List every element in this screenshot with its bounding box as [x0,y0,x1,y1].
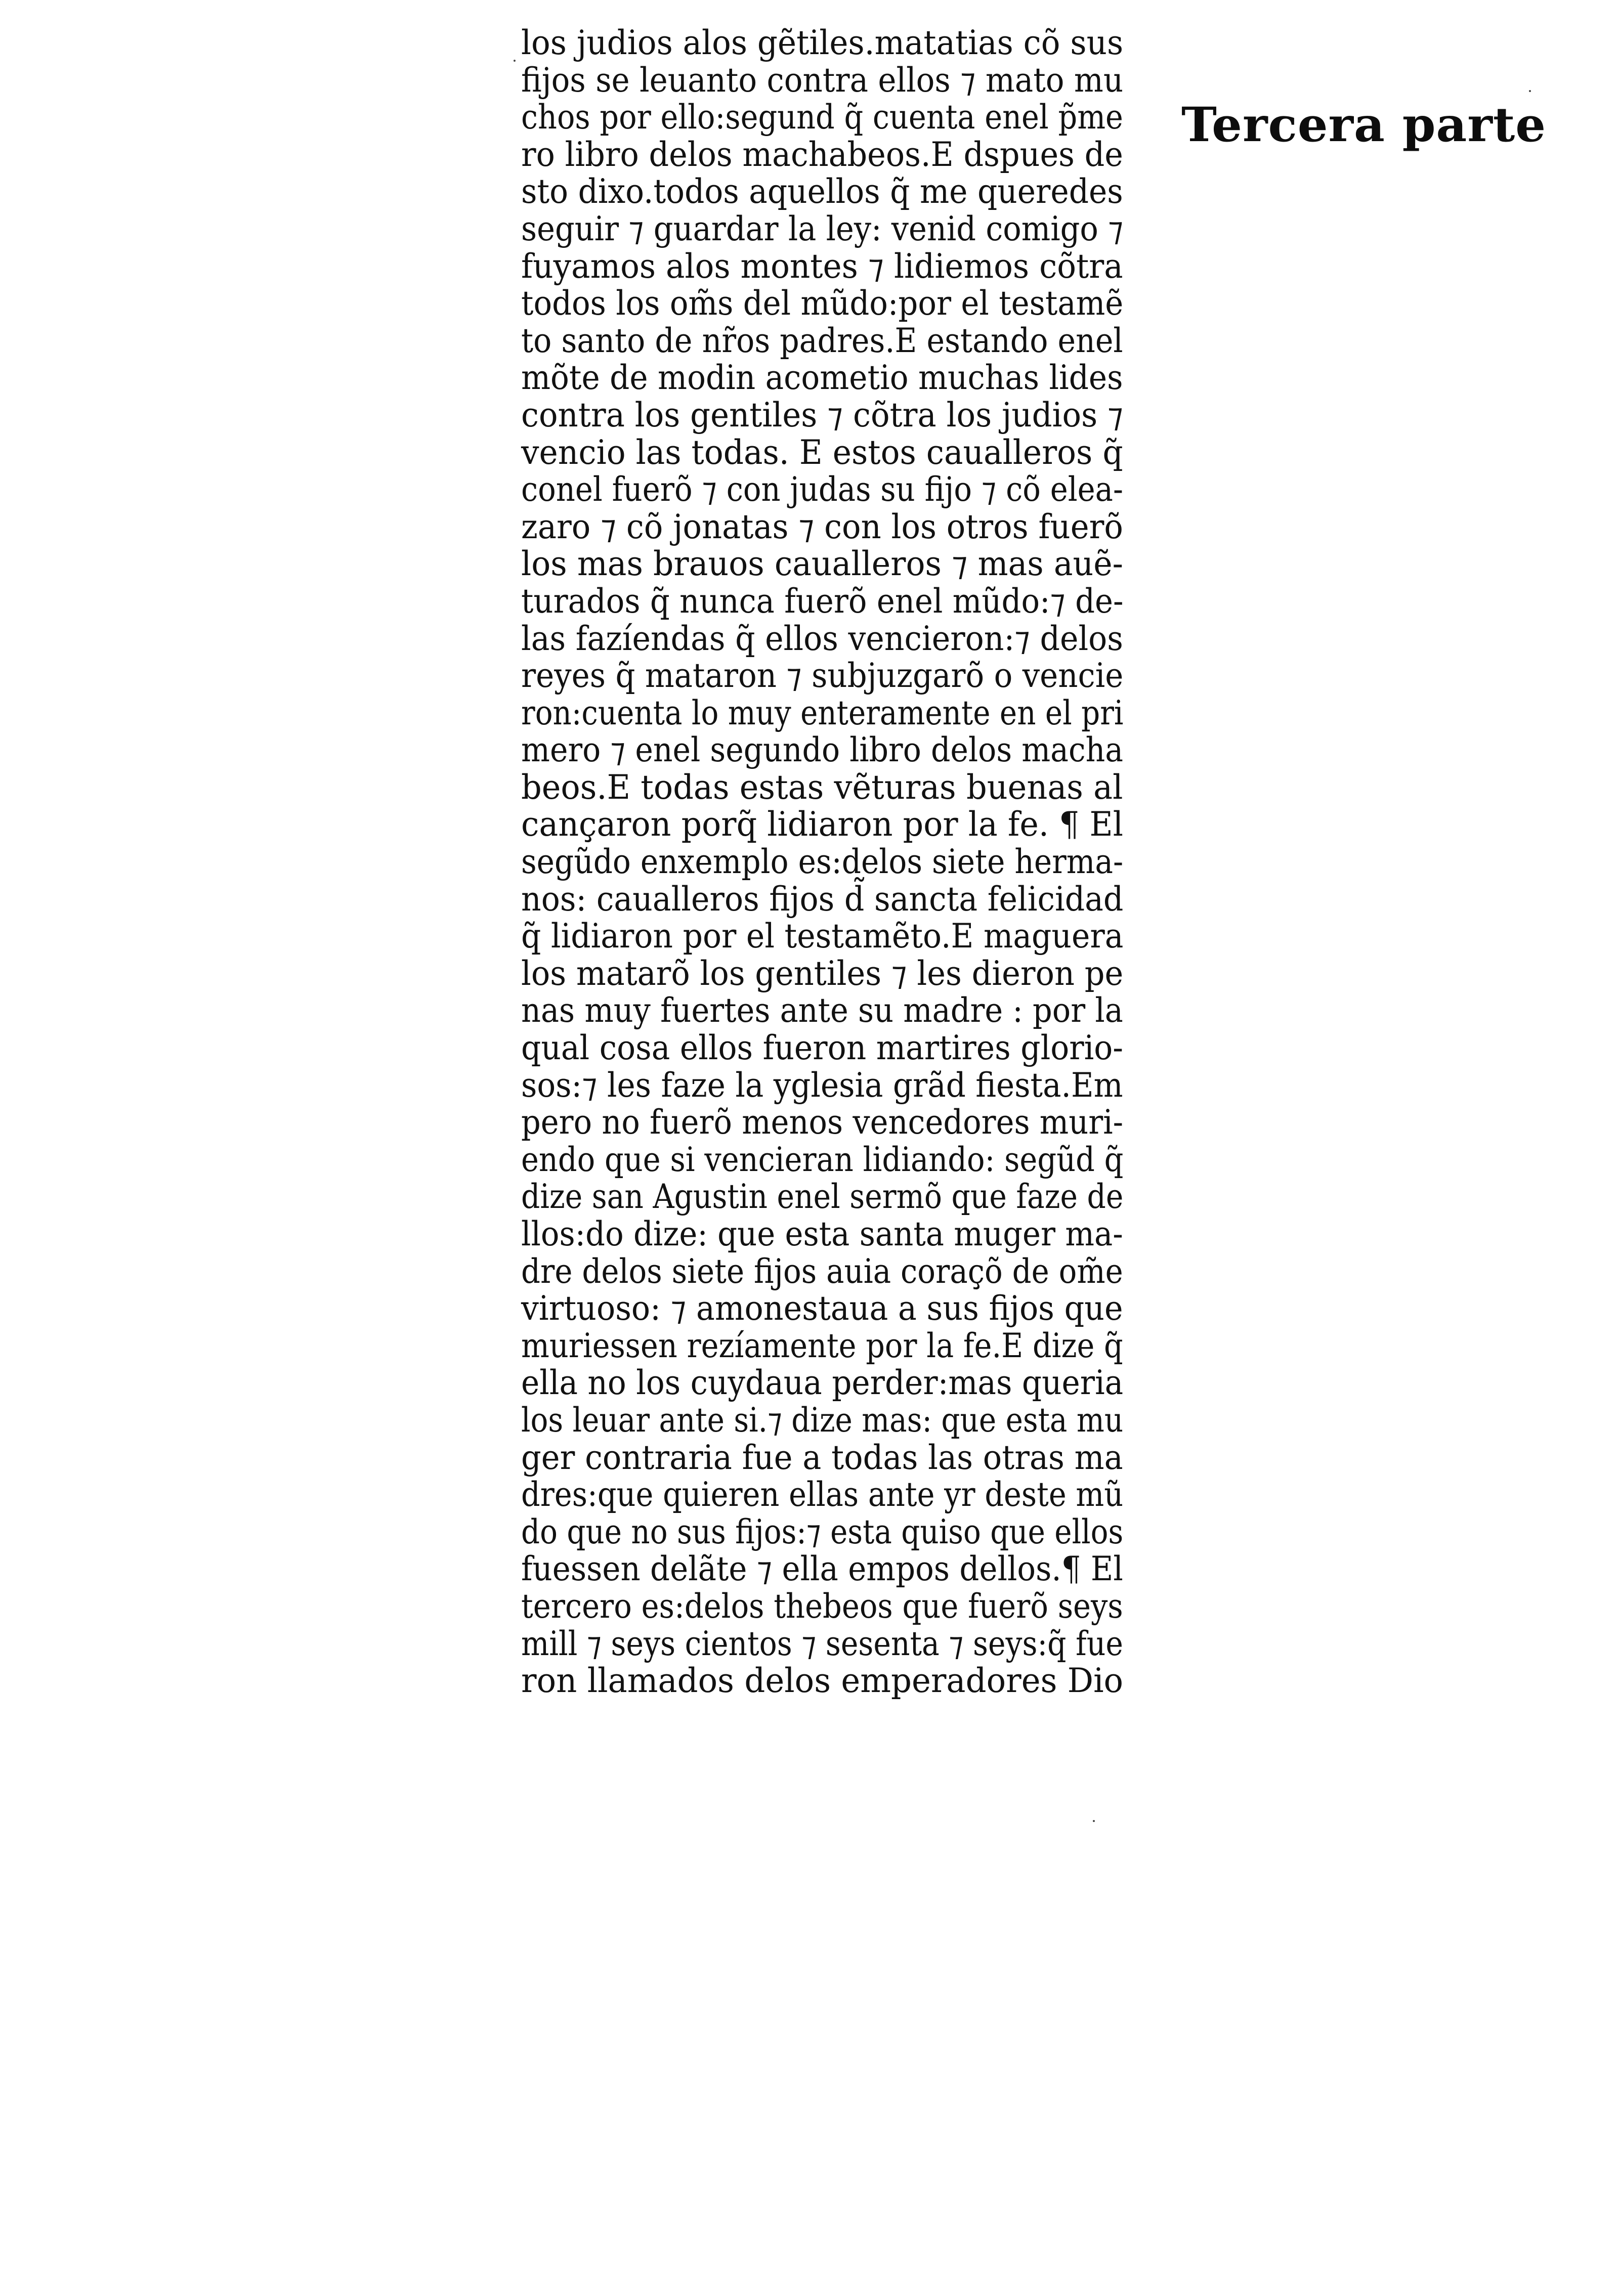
text-column [521,24,1123,1700]
text-line: virtuoso: ⁊ amonestaua a sus fijos que [521,1289,1123,1328]
text-line: sto dixo.todos aquellos q̃ me queredes [521,172,1123,211]
text-line: segũdo enxemplo es:delos siete herma- [521,842,1124,882]
text-line: mill ⁊ seys cientos ⁊ sesenta ⁊ seys:q̃ fue [521,1624,1123,1663]
text-line: sos:⁊ les faze la yglesia grãd fiesta.Em [521,1065,1123,1105]
text-line: reyes q̃ mataron ⁊ subjuzgarõ o vencie [521,656,1124,696]
text-line: fijos se leuanto contra ellos ⁊ mato mu [521,60,1124,100]
ink-speck [514,60,516,62]
text-line: mõte de modin acometio muchas lides [521,358,1123,398]
running-head: Tercera parte [1181,97,1547,153]
text-line: las fazíendas q̃ ellos vencieron:⁊ delos [521,619,1123,658]
text-line: los judios alos gẽtiles.matatias cõ sus [521,23,1124,62]
text-line: seguir ⁊ guardar la ley: venid comigo ⁊ [521,209,1124,248]
text-line: ella no los cuydaua perder:mas queria [521,1363,1124,1403]
text-line: contra los gentiles ⁊ cõtra los judios ⁊ [521,395,1124,435]
text-line: nos: caualleros fijos d̃ sancta felicidad [521,879,1124,919]
text-line: tercero es:delos thebeos que fuerõ seys [521,1586,1123,1626]
text-line: ger contraria fue a todas las otras ma [521,1438,1123,1477]
text-line: ron llamados delos emperadores Dio [521,1661,1124,1701]
text-line: fuyamos alos montes ⁊ lidiemos cõtra [521,246,1123,286]
text-line: llos:do dize: que esta santa muger ma- [521,1215,1123,1253]
text-line: dize san Agustin enel sermõ que faze de [521,1177,1124,1217]
text-line: beos.E todas estas vẽturas buenas al [521,767,1123,807]
text-line: conel fuerõ ⁊ con judas su fijo ⁊ cõ elea- [521,470,1123,509]
text-line: do que no sus fijos:⁊ esta quiso que ellos [521,1512,1124,1551]
ink-speck [1093,1820,1095,1822]
text-line: to santo de nr̃os padres.E estando enel [521,321,1123,360]
text-line: muriessen rezíamente por la fe.E dize q̃ [521,1326,1123,1365]
text-line: pero no fuerõ menos vencedores muri- [521,1103,1124,1142]
text-line: q̃ lidiaron por el testamẽto.E maguera [521,917,1124,956]
text-line: vencio las todas. E estos caualleros q̃ [521,432,1123,472]
text-line: dres:que quieren ellas ante yr deste mũ [521,1475,1124,1514]
text-line: cançaron porq̃ lidiaron por la fe. ¶ El [521,805,1124,844]
text-line: los leuar ante si.⁊ dize mas: que esta mu [521,1400,1124,1440]
text-line: chos por ello:segund q̃ cuenta enel p̃me [521,98,1123,137]
text-line: fuessen delãte ⁊ ella empos dellos.¶ El [521,1549,1123,1589]
text-line: qual cosa ellos fueron martires glorio- [521,1028,1124,1068]
text-line: endo que si vencieran lidiando: segũd q̃ [521,1140,1124,1179]
text-line: los matarõ los gentiles ⁊ les dieron pe [521,954,1124,993]
text-line: zaro ⁊ cõ jonatas ⁊ con los otros fuerõ [521,507,1123,546]
text-line: dre delos siete fijos auia coraçõ de om̃e [521,1251,1123,1291]
text-line: los mas brauos caualleros ⁊ mas auẽ- [521,544,1124,584]
text-line: turados q̃ nunca fuerõ enel mũdo:⁊ de- [521,581,1124,621]
ink-speck [1529,90,1531,92]
text-line: nas muy fuertes ante su madre : por la [521,991,1123,1030]
text-line: mero ⁊ enel segundo libro delos macha [521,730,1124,770]
text-line: todos los om̃s del mũdo:por el testamẽ [521,284,1124,323]
text-line: ron:cuenta lo muy enteramente en el pri [521,693,1124,732]
text-line: ro libro delos machabeos.E dspues de [521,135,1123,174]
